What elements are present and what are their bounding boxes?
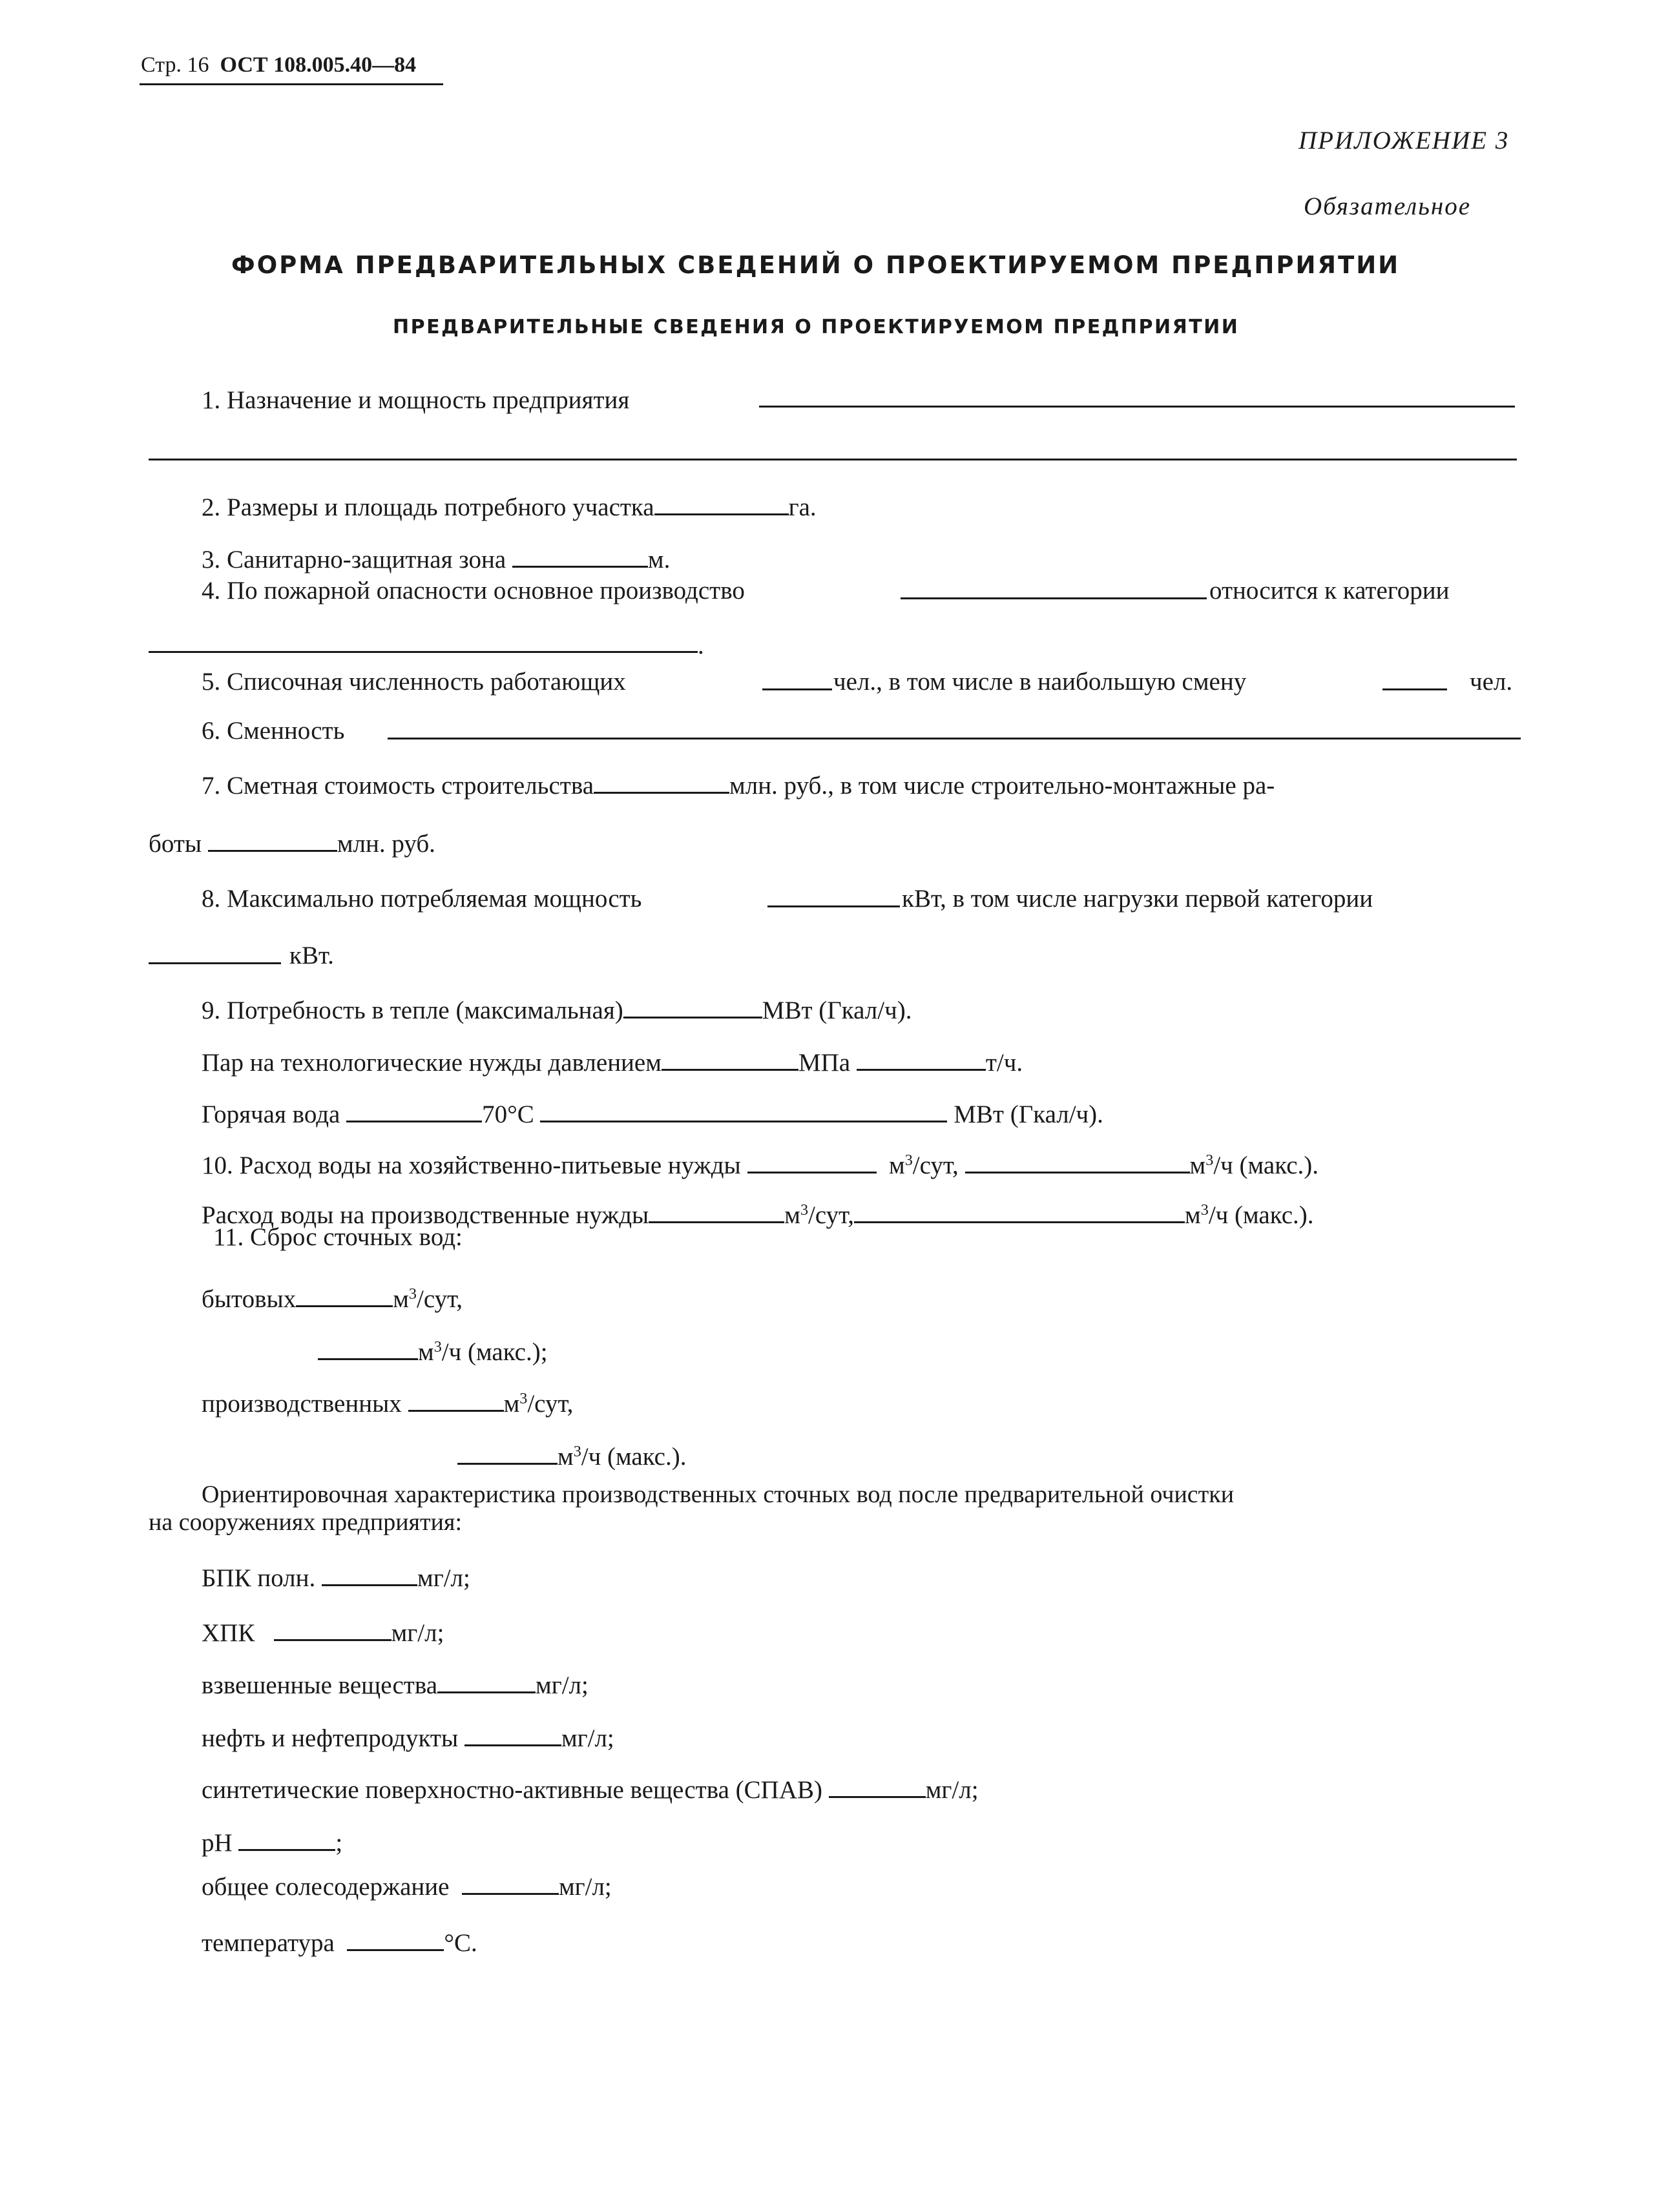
appendix-label: ПРИЛОЖЕНИЕ 3 (1298, 127, 1510, 154)
item-10-label: 10. Расход воды на хозяйственно-питьевые нужды $м^3$/сут, $м^3/ч$ (макс.). (202, 1151, 1319, 1180)
item-4-blank[interactable] (901, 597, 1207, 599)
ph-label: pH ; (202, 1828, 342, 1855)
main-title: ФОРМА ПРЕДВАРИТЕЛЬНЫХ СВЕДЕНИЙ О ПРОЕКТИРУЕМОМ ПРЕДПРИЯТИИ (231, 251, 1401, 279)
production-water-blank-2[interactable] (854, 1200, 1185, 1223)
item-8-blank[interactable] (767, 905, 900, 907)
item-10-blank[interactable] (747, 1150, 877, 1173)
item-10-blank-2[interactable] (965, 1150, 1190, 1173)
item-9-label: 9. Потребность в тепле (максимальная) МВт (Гкал/ч). (202, 995, 912, 1023)
orientation-text-2: на сооружениях предприятия: (149, 1509, 463, 1536)
item-1-blank[interactable] (759, 406, 1515, 408)
item-8-blank-2[interactable] (149, 962, 281, 964)
hot-water-blank[interactable] (346, 1099, 482, 1122)
hpk-blank[interactable] (274, 1618, 391, 1641)
item-3-label: 3. Санитарно-защитная зона м. (202, 544, 670, 572)
hpk-label: ХПК мг/л; (202, 1618, 444, 1646)
item-5-blank-2[interactable] (1382, 688, 1447, 690)
production-water-blank[interactable] (649, 1200, 784, 1223)
household-waste-label: бытовых $м^3$/сут, (202, 1285, 463, 1314)
item-8-label-2: кВт, в том числе нагрузки первой категории (902, 885, 1373, 913)
item-5-label-3: чел. (1470, 668, 1513, 696)
industrial-waste-hourly: $м^3/ч$ (макс.). (457, 1442, 686, 1469)
appendix-status: Обязательное (1304, 192, 1472, 220)
industrial-waste-blank[interactable] (408, 1389, 504, 1412)
item-4-blank-2[interactable] (149, 651, 698, 653)
item-4-label: 4. По пожарной опасности основное производство (202, 577, 745, 605)
steam-flow-blank[interactable] (857, 1048, 986, 1071)
item-2-blank[interactable] (654, 492, 789, 515)
item-7-blank-2[interactable] (208, 829, 337, 852)
item-7-blank[interactable] (594, 770, 729, 794)
production-water-label: Расход воды на производственные нужды $м^3$/сут, $м^3/ч$ (макс.). (202, 1201, 1314, 1230)
item-4-label-2: относится к категории (1209, 577, 1450, 605)
surfactants-label: синтетические поверхностно-активные вещества (СПАВ) мг/л; (202, 1775, 979, 1803)
surfactants-blank[interactable] (829, 1775, 926, 1798)
bpk-blank[interactable] (322, 1563, 417, 1586)
item-8-label-3: кВт. (289, 942, 334, 969)
document-code: ОСТ 108.005.40—84 (220, 53, 417, 77)
item-5-label-2: чел., в том числе в наибольшую смену (833, 668, 1247, 696)
item-7-label: 7. Сметная стоимость строительства млн. руб., в том числе строительно-монтажные ра- (202, 770, 1275, 798)
item-1-blank-2[interactable] (149, 459, 1517, 460)
page-header (141, 54, 416, 76)
item-11-label: 11. Сброс сточных вод: (213, 1223, 463, 1251)
temperature-label: температура °С. (202, 1928, 477, 1956)
item-6-label: 6. Сменность (202, 717, 345, 745)
item-9-blank[interactable] (623, 995, 762, 1018)
household-waste-hourly-blank[interactable] (318, 1337, 418, 1360)
item-2-label: 2. Размеры и площадь потребного участка га. (202, 492, 817, 520)
item-3-blank[interactable] (512, 544, 648, 568)
oil-products-label: нефть и нефтепродукты мг/л; (202, 1723, 614, 1751)
page-number: Стр. 16 (141, 53, 209, 77)
item-4-period: . (698, 632, 704, 659)
steam-label: Пар на технологические нужды давлением МПа т/ч. (202, 1048, 1023, 1075)
item-6-blank[interactable] (388, 738, 1521, 739)
header-underline (140, 83, 443, 85)
steam-pressure-blank[interactable] (662, 1048, 798, 1071)
item-7-label-2: боты млн. руб. (149, 829, 435, 856)
orientation-text-1: Ориентировочная характеристика производственных сточных вод после предварительной очистки (202, 1481, 1235, 1508)
item-5-label: 5. Списочная численность работающих (202, 668, 626, 696)
ph-blank[interactable] (238, 1828, 335, 1851)
total-salt-blank[interactable] (462, 1872, 559, 1895)
oil-products-blank[interactable] (464, 1723, 561, 1746)
household-waste-hourly: $м^3/ч$ (макс.); (318, 1337, 548, 1365)
industrial-waste-label: производственных $м^3$/сут, (202, 1389, 574, 1418)
temperature-blank[interactable] (347, 1928, 444, 1951)
bpk-label: БПК полн. мг/л; (202, 1563, 470, 1591)
household-waste-blank[interactable] (296, 1284, 393, 1307)
hot-water-blank-2[interactable] (540, 1099, 947, 1122)
item-8-label: 8. Максимально потребляемая мощность (202, 885, 642, 913)
suspended-solids-label: взвешенные вещества мг/л; (202, 1670, 589, 1698)
item-1-label: 1. Назначение и мощность предприятия (202, 386, 630, 414)
suspended-solids-blank[interactable] (437, 1670, 536, 1693)
total-salt-label: общее солесодержание мг/л; (202, 1872, 612, 1899)
sub-title: ПРЕДВАРИТЕЛЬНЫЕ СВЕДЕНИЯ О ПРОЕКТИРУЕМОМ ПРЕДПРИЯТИИ (393, 316, 1240, 338)
hot-water-label: Горячая вода 70°С МВт (Гкал/ч). (202, 1099, 1103, 1127)
industrial-waste-hourly-blank[interactable] (457, 1442, 558, 1465)
item-5-blank[interactable] (762, 688, 832, 690)
